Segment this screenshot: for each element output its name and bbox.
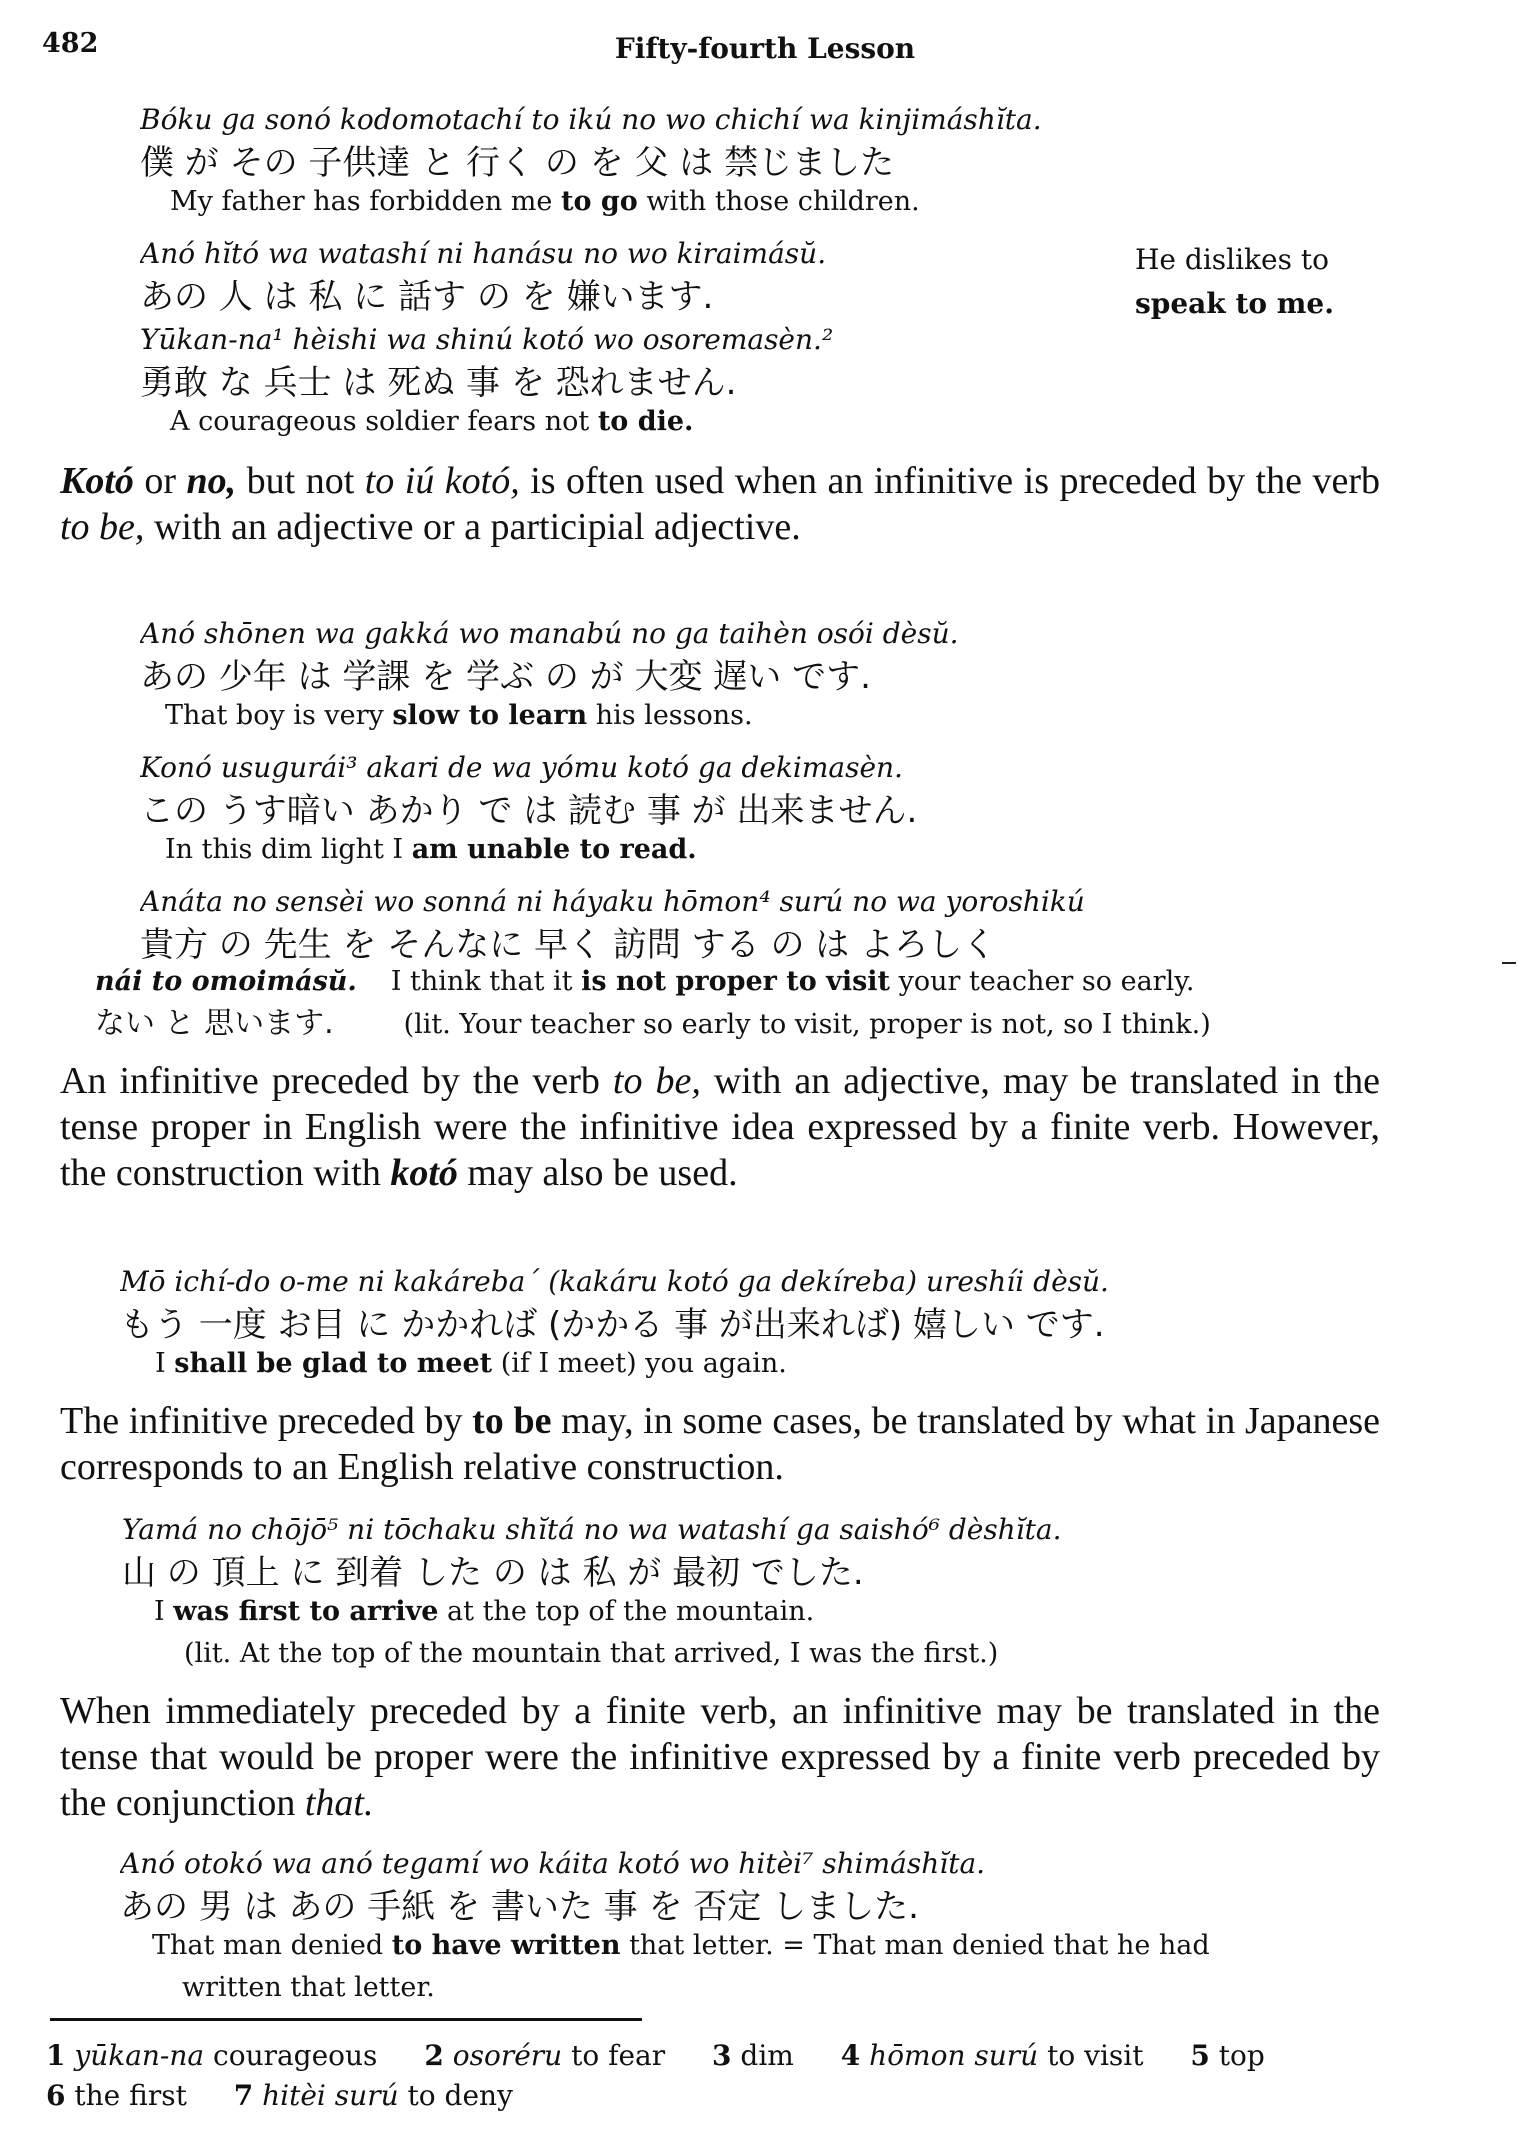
romaji-line: Yūkan-na¹ hèishi wa shinú kotó wo osoremasèn.² xyxy=(140,323,834,356)
rule-paragraph: An infinitive preceded by the verb to be, with an adjective, may be translated in the tense proper in English were the infinitive idea expressed by a finite verb. However, the construction with kotó may also be used. xyxy=(60,1060,1380,1194)
example-block xyxy=(95,964,1385,1048)
english-line: My father has forbidden me to go with those children. xyxy=(170,186,920,217)
romaji-line: Anó hĭtó wa watashí ni hanásu no wo kiraimásŭ. xyxy=(140,237,827,270)
japanese-line: 貴方 の 先生 を そんなに 早く 訪問 する の は よろしく xyxy=(140,925,997,965)
japanese-line: この うす暗い あかり で は 読む 事 が 出来ません. xyxy=(140,791,918,831)
footnotes xyxy=(46,2036,1386,2116)
page-number: 482 xyxy=(42,28,99,59)
footnote: 2 osoréru to fear xyxy=(424,2039,666,2072)
example-block xyxy=(140,100,1380,226)
margin-mark xyxy=(1502,962,1516,964)
rule-paragraph: When immediately preceded by a finite verb, an infinitive may be translated in the tense that would be proper were the infinitive expressed by a finite verb preceded by the conjunction that. xyxy=(60,1690,1380,1824)
japanese-line: もう 一度 お目 に かかれば (かかる 事 が出来れば) 嬉しい です. xyxy=(120,1305,1105,1345)
footnote: 1 yūkan-na courageous xyxy=(46,2039,378,2072)
japanese-line: あの 人 は 私 に 話す の を 嫌います. xyxy=(140,277,714,317)
romaji-line: Anó otokó wa anó tegamí wo káita kotó wo hitèi⁷ shimáshĭta. xyxy=(120,1847,986,1880)
japanese-line: 僕 が その 子供達 と 行く の を 父 は 禁じました xyxy=(140,143,895,183)
english-line: A courageous soldier fears not to die. xyxy=(170,406,694,437)
example-block xyxy=(120,1262,1390,1388)
japanese-line: 勇敢 な 兵士 は 死ぬ 事 を 恐れません. xyxy=(140,363,737,403)
example-block xyxy=(140,614,1380,740)
japanese-line: 山 の 頂上 に 到着 した の は 私 が 最初 でした. xyxy=(122,1553,864,1593)
rule-paragraph: The infinitive preceded by to be may, in some cases, be translated by what in Japanese corresponds to an English relative construction. xyxy=(60,1400,1380,1488)
english-line: ない と 思います. (lit. Your teacher so early to visit, proper is not, so I think.) xyxy=(95,1006,1211,1041)
english-line: I shall be glad to meet (if I meet) you again. xyxy=(155,1348,787,1379)
footnote: 5 top xyxy=(1190,2039,1265,2072)
footnote-rule xyxy=(50,2018,642,2021)
english-line: That man denied to have written that letter. = That man denied that he had xyxy=(152,1930,1210,1961)
romaji-line: Mō ichí-do o-me ni kakáreba´ (kakáru kotó ga dekíreba) ureshíi dèsŭ. xyxy=(120,1265,1109,1298)
page-header xyxy=(0,28,1530,68)
english-line: That boy is very slow to learn his lessons. xyxy=(165,700,753,731)
english-line: In this dim light I am unable to read. xyxy=(165,834,697,865)
rule-paragraph: Kotó or no, but not to iú kotó, is often used when an infinitive is preceded by the verb to be, with an adjective or a participial adjective. xyxy=(60,460,1380,548)
footnote: 3 dim xyxy=(712,2039,794,2072)
english-line: I was first to arrive at the top of the mountain. xyxy=(154,1596,815,1627)
japanese-line: あの 少年 は 学課 を 学ぶ の が 大変 遅い です. xyxy=(140,657,871,697)
english-line: nái to omoimásŭ. I think that it is not proper to visit your teacher so early. xyxy=(95,966,1195,997)
side-translation-line: speak to me. xyxy=(1135,287,1334,320)
romaji-line: Bóku ga sonó kodomotachí to ikú no wo chichí wa kinjimáshĭta. xyxy=(140,103,1042,136)
example-block xyxy=(140,748,1380,874)
footnote: 6 the first xyxy=(46,2079,187,2112)
footnote: 4 hōmon surú to visit xyxy=(840,2039,1144,2072)
romaji-line: Anáta no sensèi wo sonná ni háyaku hōmon⁴ surú no wa yoroshikú xyxy=(140,885,1085,918)
english-line: (lit. At the top of the mountain that arrived, I was the first.) xyxy=(184,1638,999,1669)
side-translation-line: He dislikes to xyxy=(1135,243,1329,276)
example-block xyxy=(140,882,1390,966)
example-block xyxy=(140,234,1130,318)
side-translation xyxy=(1135,238,1395,326)
example-block xyxy=(122,1510,1390,1678)
running-head: Fifty-fourth Lesson xyxy=(614,32,916,65)
example-block xyxy=(120,1844,1390,2012)
romaji-line: Konó usugurái³ akari de wa yómu kotó ga dekimasèn. xyxy=(140,751,903,784)
romaji-line: Anó shōnen wa gakká wo manabú no ga taihèn osói dèsŭ. xyxy=(140,617,959,650)
footnote: 7 hitèi surú to deny xyxy=(233,2079,513,2112)
english-line: written that letter. xyxy=(182,1972,435,2003)
japanese-line: あの 男 は あの 手紙 を 書いた 事 を 否定 しました. xyxy=(120,1887,919,1927)
romaji-line: Yamá no chōjō⁵ ni tōchaku shĭtá no wa watashí ga saishó⁶ dèshĭta. xyxy=(122,1513,1062,1546)
example-block xyxy=(140,320,1380,446)
